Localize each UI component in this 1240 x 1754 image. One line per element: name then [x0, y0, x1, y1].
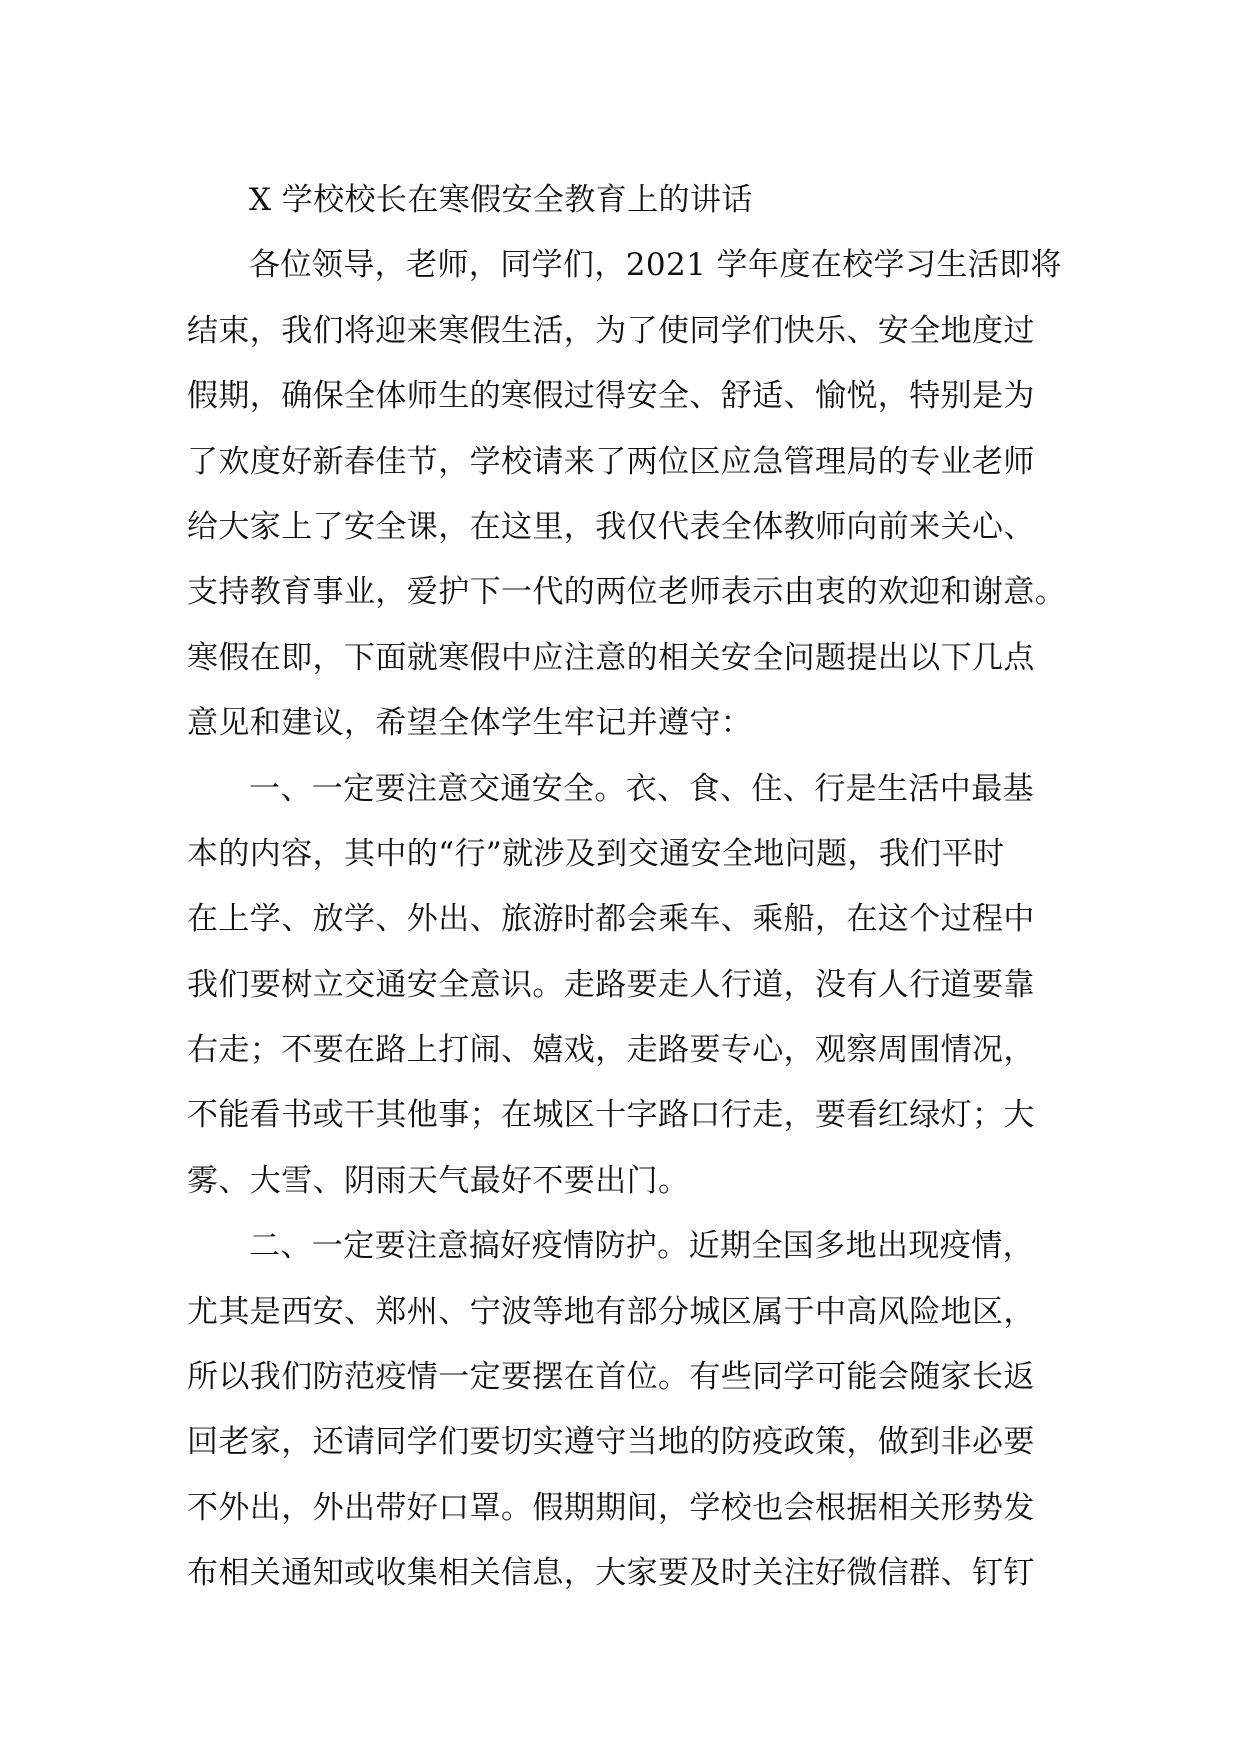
text-line: 雾、大雪、阴雨天气最好不要出门。 — [187, 1162, 690, 1199]
text-line: 不外出，外出带好口罩。假期期间，学校也会根据相关形势发 — [187, 1489, 1035, 1526]
text-line: 一、一定要注意交通安全。衣、食、住、行是生活中最基 — [249, 770, 1034, 807]
document-body — [187, 168, 1067, 1607]
text-line: 支持教育事业，爱护下一代的两位老师表示由衷的欢迎和谢意。 — [187, 574, 1067, 611]
text-line: 各位领导，老师，同学们，2021 学年度在校学习生活即将 — [249, 247, 1062, 284]
text-line: 寒假在即，下面就寒假中应注意的相关安全问题提出以下几点 — [187, 639, 1035, 676]
paragraph-lines — [187, 233, 1067, 1606]
text-line: 我们要树立交通安全意识。走路要走人行道，没有人行道要靠 — [187, 966, 1035, 1003]
text-line: 不能看书或干其他事；在城区十字路口行走，要看红绿灯；大 — [187, 1097, 1035, 1134]
text-line: 本的内容，其中的“行”就涉及到交通安全地问题，我们平时 — [187, 835, 1005, 872]
text-line: 右走；不要在路上打闹、嬉戏，走路要专心，观察周围情况， — [187, 1032, 1035, 1069]
text-line: 意见和建议，希望全体学生牢记并遵守： — [187, 705, 753, 742]
text-line: 在上学、放学、外出、旅游时都会乘车、乘船，在这个过程中 — [187, 901, 1035, 938]
text-line: 假期，确保全体师生的寒假过得安全、舒适、愉悦，特别是为 — [187, 378, 1035, 415]
text-line: 结束，我们将迎来寒假生活，为了使同学们快乐、安全地度过 — [187, 312, 1035, 349]
text-line: 所以我们防范疫情一定要摆在首位。有些同学可能会随家长返 — [187, 1359, 1035, 1396]
text-line: 给大家上了安全课，在这里，我仅代表全体教师向前来关心、 — [187, 508, 1035, 545]
text-line: 尤其是西安、郑州、宁波等地有部分城区属于中高风险地区， — [187, 1293, 1035, 1330]
document-title: X 学校校长在寒假安全教育上的讲话 — [249, 182, 753, 218]
text-line: 二、一定要注意搞好疫情防护。近期全国多地出现疫情， — [249, 1228, 1034, 1265]
text-line: 布相关通知或收集相关信息，大家要及时关注好微信群、钉钉 — [187, 1555, 1035, 1592]
text-line: 了欢度好新春佳节，学校请来了两位区应急管理局的专业老师 — [187, 443, 1035, 480]
text-line: 回老家，还请同学们要切实遵守当地的防疫政策，做到非必要 — [187, 1424, 1035, 1461]
